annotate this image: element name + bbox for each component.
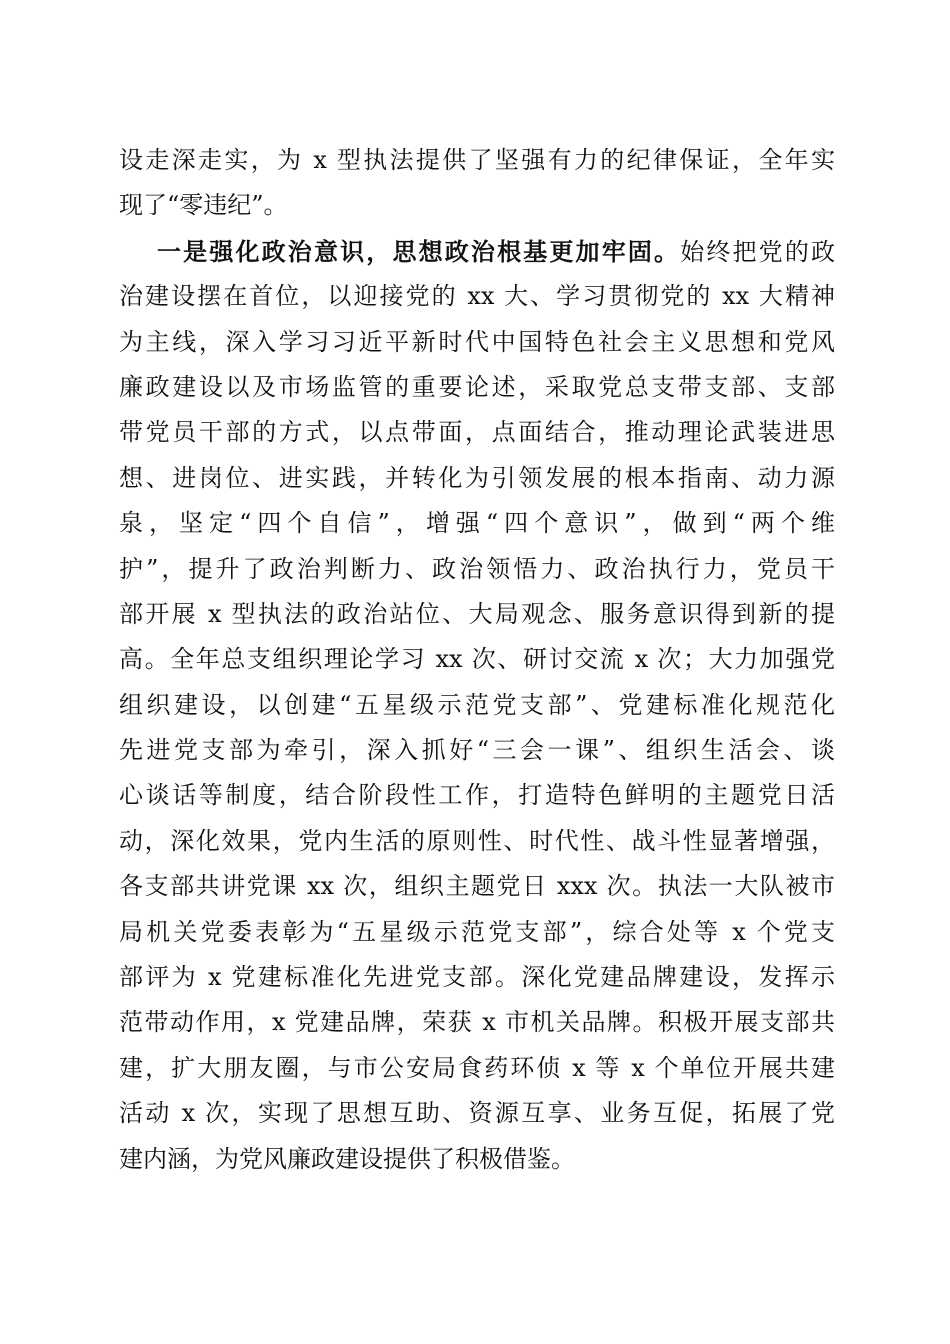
text-line: 局机关党委表彰为“五星级示范党支部”，综合处等 x 个党支 — [119, 917, 835, 946]
text-line: 先进党支部为牵引，深入抓好“三会一课”、组织生活会、谈 — [119, 736, 835, 765]
text-line: 建内涵，为党风廉政建设提供了积极借鉴。 — [119, 1144, 575, 1173]
text-line: 心谈话等制度，结合阶段性工作，打造特色鲜明的主题党日活 — [119, 781, 835, 810]
text-line: 活动 x 次，实现了思想互助、资源互享、业务互促，拓展了党 — [119, 1099, 835, 1128]
text-line: 为主线，深入学习习近平新时代中国特色社会主义思想和党风 — [119, 327, 835, 356]
text-line: 各支部共讲党课 xx 次，组织主题党日 xxx 次。执法一大队被市 — [119, 872, 835, 901]
text-line: 泉，坚定“四个自信”，增强“四个意识”，做到“两个维 — [119, 509, 835, 538]
paragraph-1 — [119, 138, 835, 229]
text-line: 动，深化效果，党内生活的原则性、时代性、战斗性显著增强， — [119, 826, 835, 855]
text-line: 设走深走实，为 x 型执法提供了坚强有力的纪律保证，全年实 — [119, 146, 835, 174]
text-line: 高。全年总支组织理论学习 xx 次、研讨交流 x 次；大力加强党 — [119, 645, 835, 674]
text-line: 廉政建设以及市场监管的重要论述，采取党总支带支部、支部 — [119, 372, 835, 401]
text-line: 部开展 x 型执法的政治站位、大局观念、服务意识得到新的提 — [119, 599, 835, 628]
text-run: 始终把党的政 — [680, 237, 835, 266]
paragraph-heading: 一是强化政治意识，思想政治根基更加牢固。 — [157, 236, 681, 266]
text-line: 建，扩大朋友圈，与市公安局食药环侦 x 等 x 个单位开展共建 — [119, 1053, 835, 1082]
document-body — [119, 138, 835, 1182]
text-line: 想、进岗位、进实践，并转化为引领发展的根本指南、动力源 — [119, 463, 835, 492]
text-line: 带党员干部的方式，以点带面，点面结合，推动理论武装进思 — [119, 418, 835, 447]
text-line: 部评为 x 党建标准化先进党支部。深化党建品牌建设，发挥示 — [119, 963, 835, 992]
text-line: 范带动作用，x 党建品牌，荣获 x 市机关品牌。积极开展支部共 — [119, 1008, 835, 1037]
text-line: 治建设摆在首位，以迎接党的 xx 大、学习贯彻党的 xx 大精神 — [119, 282, 835, 311]
text-line — [119, 229, 835, 274]
paragraph-2 — [119, 229, 835, 1182]
text-line: 组织建设，以创建“五星级示范党支部”、党建标准化规范化 — [119, 690, 835, 719]
text-line: 现了“零违纪”。 — [119, 191, 288, 220]
text-line: 护”，提升了政治判断力、政治领悟力、政治执行力，党员干 — [119, 554, 835, 583]
